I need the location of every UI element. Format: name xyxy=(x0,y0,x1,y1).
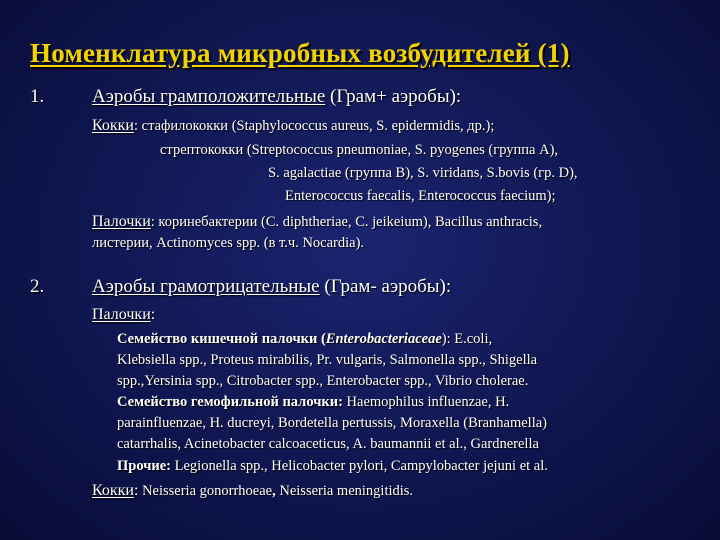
enterobacteriaceae-line-2: Klebsiella spp., Proteus mirabilis, Pr. vulgaris, Salmonella spp., Shigella xyxy=(117,352,538,368)
other-label: Прочие: xyxy=(117,458,172,474)
slide-title: Номенклатура микробных возбудителей (1) xyxy=(30,38,570,68)
haemophilus-line-1: Семейство гемофильной палочки: Haemophilus influenzae, H. xyxy=(117,394,510,410)
section-2-cocci-line: Кокки: Neisseria gonorrhoeae, Neisseria meningitidis. xyxy=(92,482,414,499)
haemophilus-label: Семейство гемофильной палочки: xyxy=(117,394,343,410)
section-2-number: 2. xyxy=(30,276,45,297)
enterobacteriaceae-line-3: spp.,Yersinia spp., Citrobacter spp., Enterobacter spp., Vibrio cholerae. xyxy=(117,373,529,389)
section-1-cocci-line-1: Кокки: стафилококки (Staphylococcus aureus, S. epidermidis, др.); xyxy=(92,117,495,134)
haemophilus-line-2: parainfluenzae, H. ducreyi, Bordetella pertussis, Moraxella (Branhamella) xyxy=(117,415,547,431)
section-1-cocci-line-4: Enterococcus faecalis, Enterococcus faecium); xyxy=(285,188,556,204)
section-1-cocci-label: Кокки xyxy=(92,117,134,134)
section-1-heading-underlined: Аэробы грамположительные xyxy=(92,86,326,107)
other-line: Прочие: Legionella spp., Helicobacter pylori, Campylobacter jejuni et al. xyxy=(117,458,548,474)
section-1-rods-label: Палочки xyxy=(92,213,151,230)
section-1-heading-rest: (Грам+ аэробы): xyxy=(330,86,462,107)
section-1-number: 1. xyxy=(30,86,45,107)
enterobacteriaceae-family: Enterobacteriaceae xyxy=(325,331,442,347)
section-2-cocci-label: Кокки xyxy=(92,482,134,499)
enterobacteriaceae-label: Семейство кишечной палочки ( xyxy=(117,331,326,347)
section-1-cocci-line-2: стрептококки (Streptococcus pneumoniae, S. pyogenes (группа А), xyxy=(160,142,559,158)
haemophilus-line-3: catarrhalis, Acinetobacter calcoaceticus, A. baumannii et al., Gardnerella xyxy=(117,436,539,452)
section-1-rods-line-2: листерии, Actinomyces spp. (в т.ч. Nocardia). xyxy=(92,235,365,251)
section-2-rods-label: Палочки xyxy=(92,306,151,323)
section-1-cocci-line-3: S. agalactiae (группа В), S. viridans, S.bovis (гр. D), xyxy=(268,165,578,181)
section-2-heading-underlined: Аэробы грамотрицательные xyxy=(92,276,320,297)
section-1-heading xyxy=(92,86,461,108)
section-1-rods-line-1: Палочки: коринебактерии (C. diphtheriae, C. jeikeium), Bacillus anthracis, xyxy=(92,213,543,230)
section-2-rods-heading: Палочки: xyxy=(92,306,156,323)
section-2-heading-rest: (Грам- аэробы): xyxy=(324,276,452,297)
section-2-heading xyxy=(92,276,451,298)
enterobacteriaceae-line-1: Семейство кишечной палочки (Enterobacteriaceae): E.coli, xyxy=(117,331,493,347)
